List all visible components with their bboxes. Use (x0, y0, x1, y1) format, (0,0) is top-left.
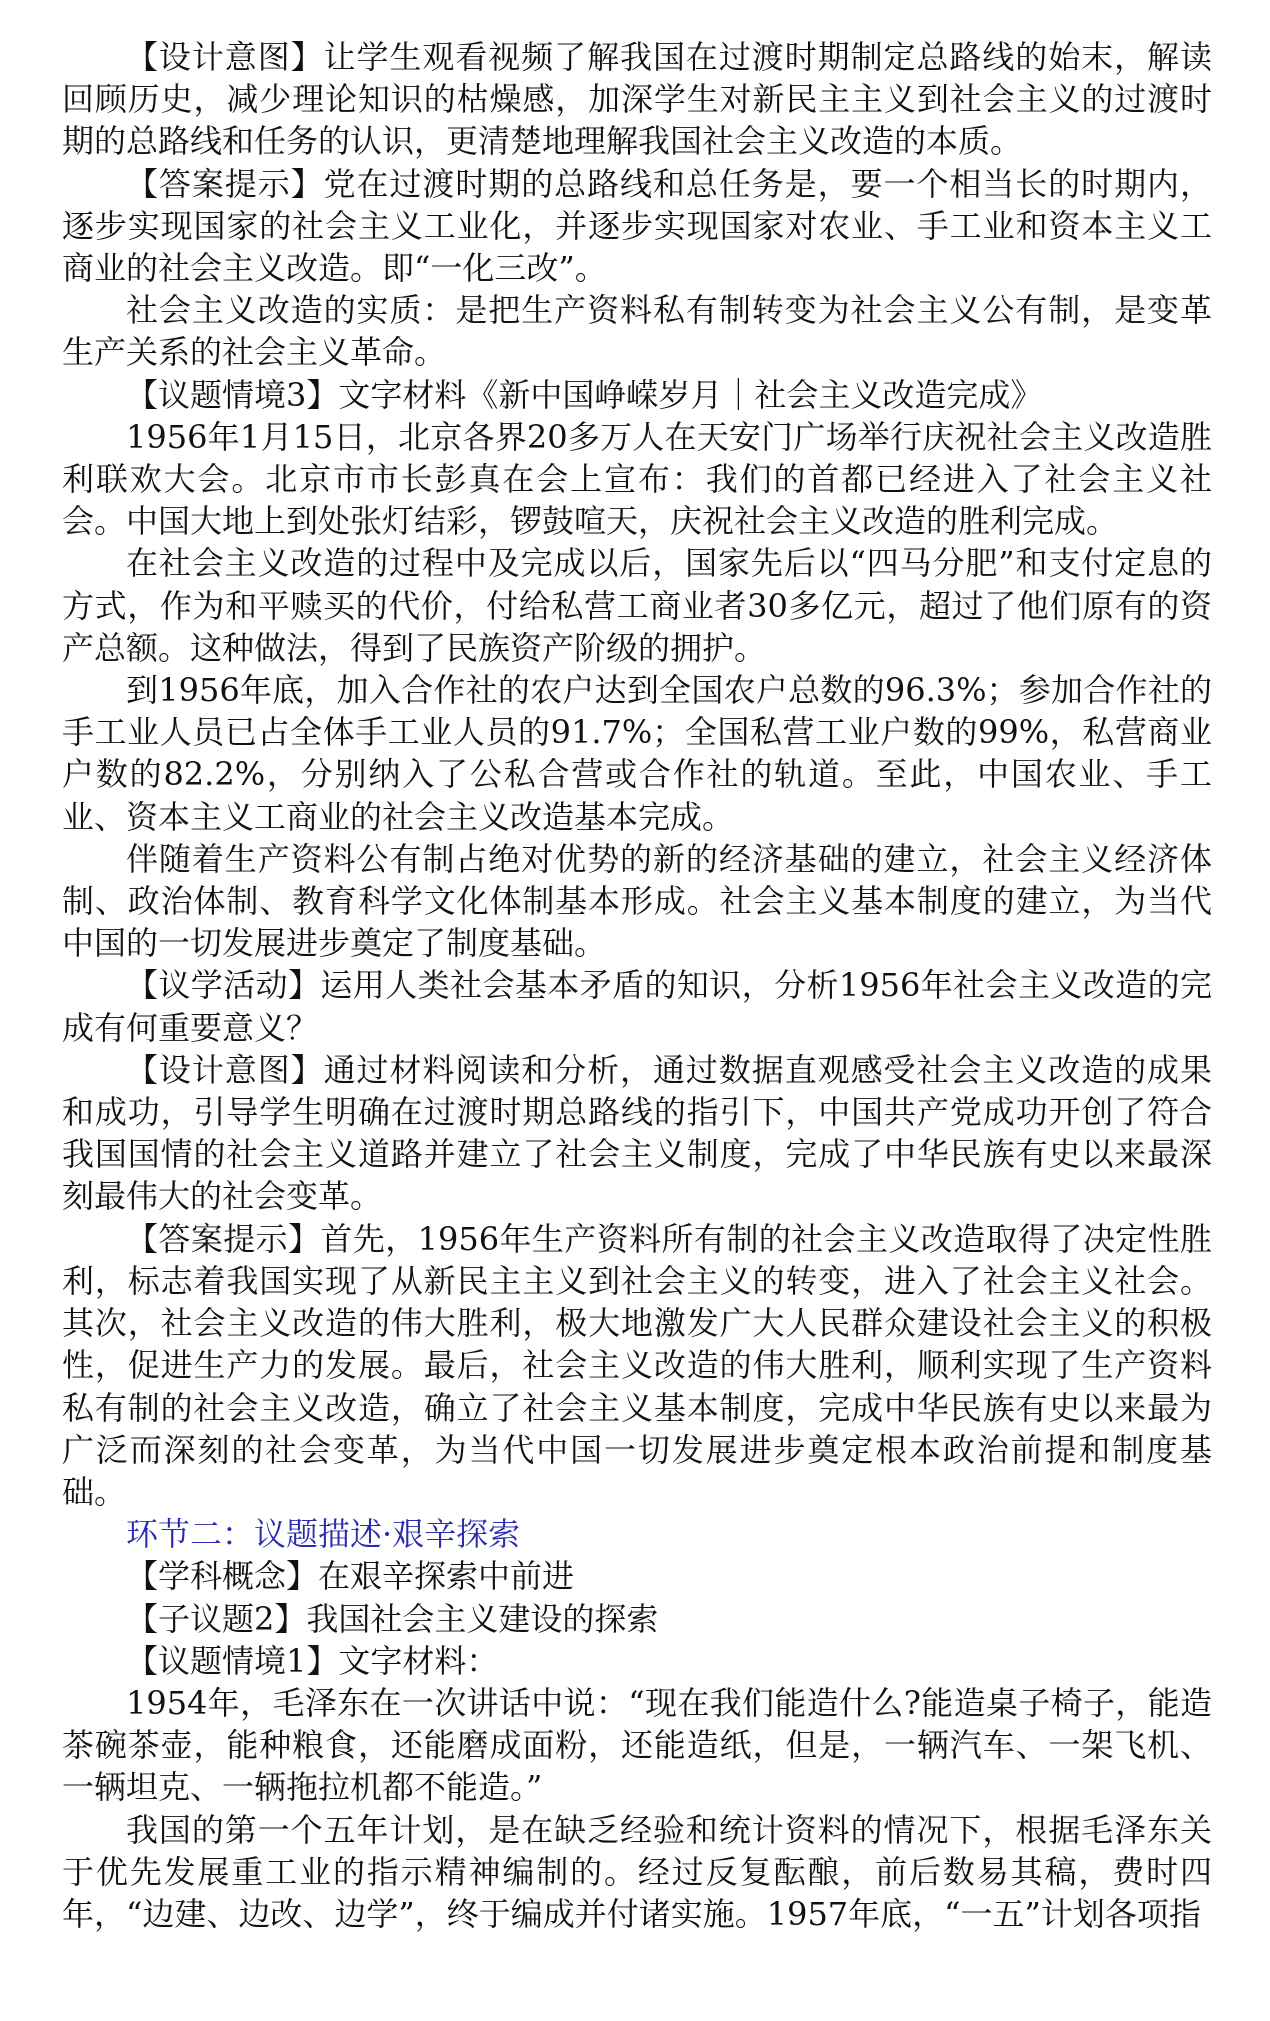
essence-paragraph: 社会主义改造的实质：是把生产资料私有制转变为社会主义公有制，是变革生产关系的社会主义革命。 (62, 291, 1212, 372)
mao-quote-paragraph: 1954年，毛泽东在一次讲话中说：“现在我们能造什么?能造桌子椅子，能造茶碗茶壶，能种粮食，还能磨成面粉，还能造纸，但是，一辆汽车、一架飞机、一辆坦克、一辆拖拉机都不能造。” (62, 1683, 1212, 1807)
document-page (62, 36, 1212, 1935)
subject-concept-line: 【学科概念】在艰辛探索中前进 (126, 1557, 575, 1596)
scenario-3-title: 【议题情境3】文字材料《新中国峥嵘岁月｜社会主义改造完成》 (126, 375, 1043, 414)
sub-topic-line: 【子议题2】我国社会主义建设的探索 (126, 1599, 659, 1638)
celebration-paragraph: 1956年1月15日，北京各界20多万人在天安门广场举行庆祝社会主义改造胜利联欢大会。北京市市长彭真在会上宣布：我们的首都已经进入了社会主义社会。中国大地上到处张灯结彩，锣鼓喧天，庆祝社会主义改造的胜利完成。 (62, 417, 1212, 541)
design-intent-paragraph: 【设计意图】让学生观看视频了解我国在过渡时期制定总路线的始末，解读回顾历史，减少理论知识的枯燥感，加深学生对新民主主义到社会主义的过渡时期的总路线和任务的认识，更清楚地理解我国社会主义改造的本质。 (62, 38, 1212, 161)
system-formation-paragraph: 伴随着生产资料公有制占绝对优势的新的经济基础的建立，社会主义经济体制、政治体制、教育科学文化体制基本形成。社会主义基本制度的建立，为当代中国的一切发展进步奠定了制度基础。 (62, 839, 1212, 963)
answer-hint-paragraph: 【答案提示】党在过渡时期的总路线和总任务是，要一个相当长的时期内，逐步实现国家的社会主义工业化，并逐步实现国家对农业、手工业和资本主义工商业的社会主义改造。即“一化三改”。 (62, 164, 1212, 288)
answer-hint-paragraph-2: 【答案提示】首先，1956年生产资料所有制的社会主义改造取得了决定性胜利，标志着我国实现了从新民主主义到社会主义的转变，进入了社会主义社会。其次，社会主义改造的伟大胜利，极大地激发广大人民群众建设社会主义的积极性，促进生产力的发展。最后，社会主义改造的伟大胜利，顺利实现了生产资料私有制的社会主义改造，确立了社会主义基本制度，完成中华民族有史以来最为广泛而深刻的社会变革，为当代中国一切发展进步奠定根本政治前提和制度基础。 (62, 1219, 1212, 1511)
statistics-paragraph: 到1956年底，加入合作社的农户达到全国农户总数的96.3%；参加合作社的手工业人员已占全体手工业人员的91.7%；全国私营工业户数的99%，私营商业户数的82.2%，分别纳入了公私合营或合作社的轨道。至此，中国农业、手工业、资本主义工商业的社会主义改造基本完成。 (62, 671, 1212, 836)
five-year-plan-paragraph: 我国的第一个五年计划，是在缺乏经验和统计资料的情况下，根据毛泽东关于优先发展重工业的指示精神编制的。经过反复酝酿，前后数易其稿，费时四年，“边建、边改、边学”，终于编成并付诸实施。1957年底，“一五”计划各项指 (62, 1810, 1212, 1933)
scenario-1-title: 【议题情境1】文字材料： (126, 1641, 499, 1680)
design-intent-paragraph-2: 【设计意图】通过材料阅读和分析，通过数据直观感受社会主义改造的成果和成功，引导学生明确在过渡时期总路线的指引下，中国共产党成功开创了符合我国国情的社会主义道路并建立了社会主义制度，完成了中华民族有史以来最深刻最伟大的社会变革。 (62, 1050, 1212, 1216)
learning-activity-paragraph: 【议学活动】运用人类社会基本矛盾的知识，分析1956年社会主义改造的完成有何重要意义？ (62, 966, 1212, 1047)
redemption-paragraph: 在社会主义改造的过程中及完成以后，国家先后以“四马分肥”和支付定息的方式，作为和平赎买的代价，付给私营工商业者30多亿元，超过了他们原有的资产总额。这种做法，得到了民族资产阶级的拥护。 (62, 544, 1212, 667)
section-heading: 环节二：议题描述·艰辛探索 (126, 1515, 521, 1554)
